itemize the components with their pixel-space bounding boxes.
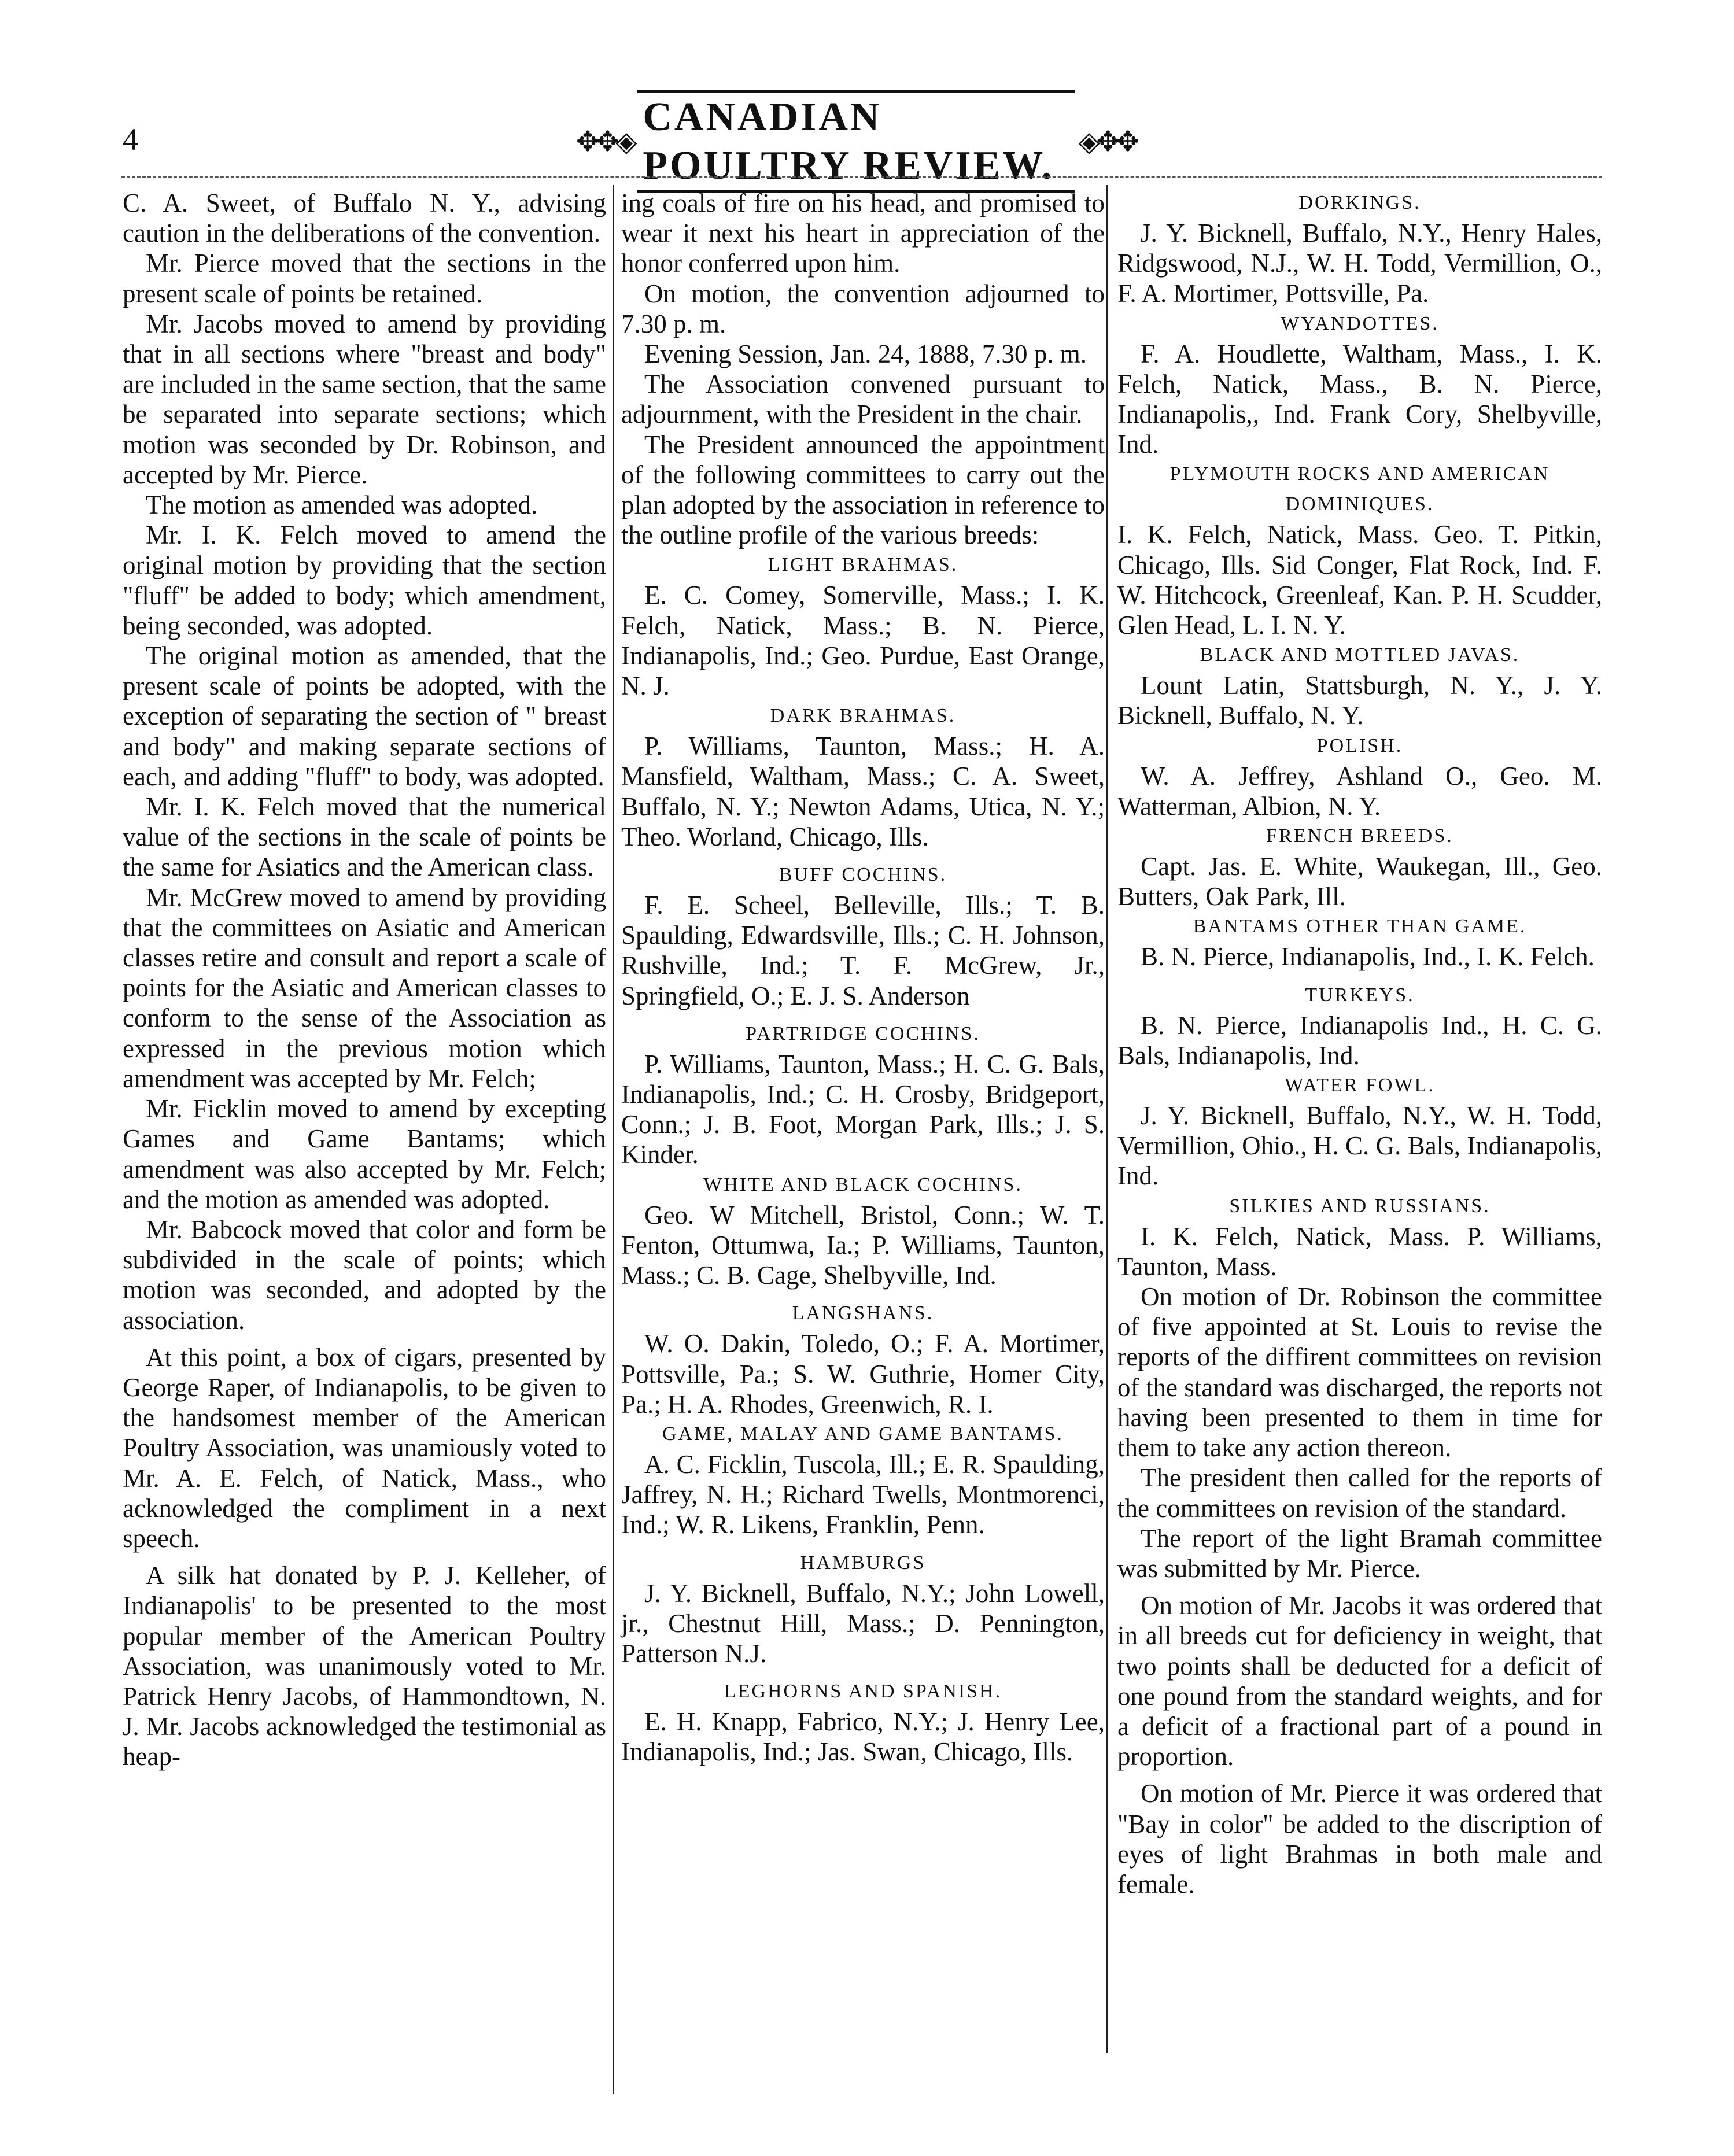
paragraph: Mr. Jacobs moved to amend by providing that in all sections where "breast and body" are included in the same section, that the same be separated into separate sections; which motion was seconded by Dr. Robinson, and accepted by Mr. Pierce. — [123, 309, 606, 489]
committee-heading: LEGHORNS AND SPANISH. — [724, 1681, 1002, 1703]
paragraph: On motion of Mr. Pierce it was ordered that "Bay in color" be added to the discription of eyes of light Brahmas in both male and female. — [1117, 1779, 1602, 1899]
column-divider-2 — [1106, 185, 1108, 2053]
committee-heading: BUFF COCHINS. — [779, 864, 947, 886]
column-divider-1 — [613, 185, 614, 2094]
column-1 — [123, 188, 606, 1772]
committee-members: J. Y. Bicknell, Buffalo, N.Y., Henry Hales, Ridgswood, N.J., W. H. Todd, Vermillion, O., F. A. Mortimer, Pottsville, Pa. — [1117, 219, 1602, 308]
committee-members: Capt. Jas. E. White, Waukegan, Ill., Geo. Butters, Oak Park, Ill. — [1117, 852, 1602, 911]
header-rule — [121, 176, 1602, 178]
masthead — [573, 95, 1139, 188]
committee-members: E. C. Comey, Somerville, Mass.; I. K. Felch, Natick, Mass.; B. N. Pierce, Indianapolis, Ind.; Geo. Purdue, East Orange, N. J. — [621, 581, 1105, 701]
paragraph: Mr. McGrew moved to amend by providing that the committees on Asiatic and American classes retire and consult and report a scale of points for the Asiatic and American classes to conform to the sense of the Association as expressed in the previous motion which amendment was accepted by Mr. Felch; — [123, 883, 606, 1093]
committee-heading: WHITE AND BLACK COCHINS. — [703, 1173, 1023, 1195]
committee-members: B. N. Pierce, Indianapolis, Ind., I. K. Felch. — [1141, 942, 1595, 972]
paragraph: On motion, the convention adjourned to 7.30 p. m. — [621, 279, 1105, 338]
committee-members: F. E. Scheel, Belleville, Ills.; T. B. Spaulding, Edwardsville, Ills.; C. H. Johnson, Rushville, Ind.; T. F. McGrew, Jr., Springfield, O.; E. J. S. Anderson — [621, 891, 1105, 1010]
paragraph: Mr. I. K. Felch moved that the numerical value of the sections in the scale of points be the same for Asiatics and the American class. — [123, 792, 606, 882]
paragraph: Mr. Pierce moved that the sections in the present scale of points be retained. — [123, 249, 606, 308]
committee-heading: DARK BRAHMAS. — [770, 705, 956, 727]
paragraph: The President announced the appointment of the following committees to carry out the plan adopted by the association in reference to the outline profile of the various breeds: — [621, 430, 1105, 550]
committee-heading: DORKINGS. — [1298, 192, 1421, 213]
committee-heading: BANTAMS OTHER THAN GAME. — [1193, 915, 1527, 937]
column-3 — [1117, 188, 1602, 1899]
committee-heading: PARTRIDGE COCHINS. — [746, 1022, 980, 1044]
committee-members: Lount Latin, Stattsburgh, N. Y., J. Y. Bicknell, Buffalo, N. Y. — [1117, 671, 1602, 730]
committee-heading: SILKIES AND RUSSIANS. — [1229, 1195, 1490, 1217]
paragraph: On motion of Dr. Robinson the committee of five appointed at St. Louis to revise the reports of the diffirent committees on revision of the standard was discharged, the reports not having been presented to them in time for them to take any action thereon. — [1117, 1282, 1602, 1463]
committee-members: P. Williams, Taunton, Mass.; H. C. G. Bals, Indianapolis, Ind.; C. H. Crosby, Bridgeport, Conn.; J. B. Foot, Morgan Park, Ills.; J. S. Kinder. — [621, 1049, 1105, 1169]
committee-members: J. Y. Bicknell, Buffalo, N.Y.; John Lowell, jr., Chestnut Hill, Mass.; D. Pennington, Patterson N.J. — [621, 1578, 1105, 1668]
paragraph: Mr. I. K. Felch moved to amend the original motion by providing that the section "fluff" be added to body; which amendment, being seconded, was adopted. — [123, 520, 606, 640]
committee-members: W. O. Dakin, Toledo, O.; F. A. Mortimer, Pottsville, Pa.; S. W. Guthrie, Homer City, Pa.; H. A. Rhodes, Greenwich, R. I. — [621, 1329, 1105, 1419]
paragraph: The motion as amended was adopted. — [146, 490, 538, 520]
committee-heading: POLISH. — [1316, 734, 1403, 756]
committee-heading: GAME, MALAY AND GAME BANTAMS. — [662, 1423, 1064, 1445]
committee-heading: BLACK AND MOTTLED JAVAS. — [1200, 644, 1520, 666]
committee-heading: PLYMOUTH ROCKS AND AMERICAN DOMINIQUES. — [1169, 463, 1550, 515]
committee-members: I. K. Felch, Natick, Mass. Geo. T. Pitkin, Chicago, Ills. Sid Conger, Flat Rock, Ind. F. W. Hitchcock, Greenleaf, Kan. P. H. Scudder, Glen Head, L. I. N. Y. — [1117, 520, 1602, 640]
committee-members: A. C. Ficklin, Tuscola, Ill.; E. R. Spaulding, Jaffrey, N. H.; Richard Twells, Montmorenci, Ind.; W. R. Likens, Franklin, Penn. — [621, 1449, 1105, 1540]
committee-members: W. A. Jeffrey, Ashland O., Geo. M. Watterman, Albion, N. Y. — [1117, 761, 1602, 821]
committee-members: P. Williams, Taunton, Mass.; H. A. Mansfield, Waltham, Mass.; C. A. Sweet, Buffalo, N. Y.; Newton Adams, Utica, N. Y.; Theo. Worland, Chicago, Ills. — [621, 732, 1105, 851]
paragraph: At this point, a box of cigars, presented by George Raper, of Indianapolis, to be given to the handsomest member of the American Poultry Association, was unamiously voted to Mr. A. E. Felch, of Natick, Mass., who acknowledged the compliment in a next speech. — [123, 1342, 606, 1553]
page-number: 4 — [123, 122, 138, 157]
committee-heading: WATER FOWL. — [1285, 1075, 1435, 1097]
committee-heading: TURKEYS. — [1305, 984, 1415, 1006]
committee-members: Geo. W Mitchell, Bristol, Conn.; W. T. Fenton, Ottumwa, Ia.; P. Williams, Taunton, Mass.; C. B. Cage, Shelbyville, Ind. — [621, 1200, 1105, 1290]
paragraph: Mr. Ficklin moved to amend by excepting Games and Game Bantams; which amendment was also accepted by Mr. Felch; and the motion as amended was adopted. — [123, 1094, 606, 1214]
committee-heading: WYANDOTTES. — [1281, 312, 1439, 334]
committee-members: F. A. Houdlette, Waltham, Mass., I. K. Felch, Natick, Mass., B. N. Pierce, Indianapolis,, Ind. Frank Cory, Shelbyville, Ind. — [1117, 339, 1602, 459]
paragraph: ing coals of fire on his head, and promised to wear it next his heart in appreciation of the honor conferred upon him. — [621, 189, 1105, 278]
paragraph: On motion of Mr. Jacobs it was ordered that in all breeds cut for deficiency in weight, that two points shall be deducted for a deficit of one pound from the standard weights, and for a deficit of a fractional part of a pound in proportion. — [1117, 1591, 1602, 1771]
paragraph: The report of the light Bramah committee was submitted by Mr. Pierce. — [1117, 1523, 1602, 1583]
paragraph: Evening Session, Jan. 24, 1888, 7.30 p. m. — [644, 339, 1087, 369]
paragraph: Mr. Babcock moved that color and form be subdivided in the scale of points; which motion was seconded, and adopted by the association. — [123, 1214, 606, 1335]
committee-members: I. K. Felch, Natick, Mass. P. Williams, Taunton, Mass. — [1117, 1221, 1602, 1281]
committee-heading: LANGSHANS. — [792, 1302, 934, 1324]
right-ornament-icon: ◈✥✥ — [1078, 127, 1136, 157]
left-ornament-icon: ✥✥◈ — [576, 127, 634, 157]
publication-title: CANADIAN POULTRY REVIEW. — [637, 90, 1075, 193]
paragraph: The Association convened pursuant to adjournment, with the President in the chair. — [621, 370, 1105, 429]
paragraph: C. A. Sweet, of Buffalo N. Y., advising caution in the deliberations of the convention. — [123, 189, 606, 248]
column-2 — [621, 188, 1105, 1767]
committee-heading: LIGHT BRAHMAS. — [768, 554, 958, 576]
paragraph: The president then called for the reports of the committees on revision of the standard. — [1117, 1463, 1602, 1523]
committee-heading: HAMBURGS — [800, 1552, 926, 1574]
committee-heading: FRENCH BREEDS. — [1266, 825, 1453, 847]
paragraph: A silk hat donated by P. J. Kelleher, of Indianapolis' to be presented to the most popular member of the American Poultry Association, was unanimously voted to Mr. Patrick Henry Jacobs, of Hammondtown, N. J. Mr. Jacobs acknowledged the testimonial as heap- — [123, 1561, 606, 1771]
paragraph: The original motion as amended, that the present scale of points be adopted, with the exception of separating the section of " breast and body" and making separate sections of each, and adding "fluff" to body, was adopted. — [123, 641, 606, 791]
committee-members: J. Y. Bicknell, Buffalo, N.Y., W. H. Todd, Vermillion, Ohio., H. C. G. Bals, Indianapolis, Ind. — [1117, 1101, 1602, 1191]
committee-members: E. H. Knapp, Fabrico, N.Y.; J. Henry Lee, Indianapolis, Ind.; Jas. Swan, Chicago, Ills. — [621, 1707, 1105, 1767]
committee-members: B. N. Pierce, Indianapolis Ind., H. C. G. Bals, Indianapolis, Ind. — [1117, 1010, 1602, 1070]
